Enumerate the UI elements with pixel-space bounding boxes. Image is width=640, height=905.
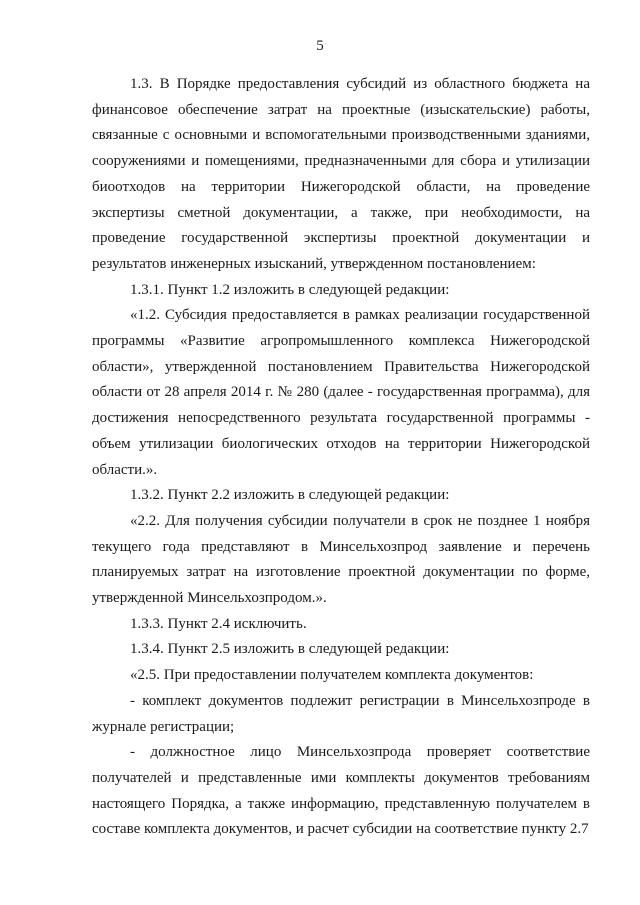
- list-item-verification: - должностное лицо Минсельхозпрода проверяет соответствие получателей и представленные ими комплекты документов требованиям настоящего Порядка, а также информацию, представленную получателем в составе комплекта документов, и расчет субсидии на соответствие пункту 2.7: [92, 744, 590, 838]
- paragraph-2-2-quote: «2.2. Для получения субсидии получатели в срок не позднее 1 ноября текущего года представляют в Минсельхозпрод заявление и перечень планируемых затрат на изготовление проектной документации по форме, утвержденной Минсельхозпродом.».: [92, 512, 590, 607]
- document-body: [92, 72, 590, 843]
- paragraph-1-3-1: 1.3.1. Пункт 1.2 изложить в следующей редакции:: [130, 281, 450, 298]
- paragraph-2-5-quote: «2.5. При предоставлении получателем комплекта документов:: [130, 667, 534, 684]
- paragraph-1-3-3: 1.3.3. Пункт 2.4 исключить.: [130, 615, 307, 632]
- paragraph-1-3-4: 1.3.4. Пункт 2.5 изложить в следующей редакции:: [130, 641, 450, 658]
- paragraph-1-3: 1.3. В Порядке предоставления субсидий из областного бюджета на финансовое обеспечение затрат на проектные (изыскательские) работы, связанные с основными и вспомогательными производственными зданиями, сооружениями и помещениями, предназначенными для сбора и утилизации биоотходов на территории Нижегородской области, на проведение экспертизы сметной документации, а также, при необходимости, на проведение государственной экспертизы проектной документации и результатов инженерных изысканий, утвержденном постановлением:: [92, 76, 590, 272]
- paragraph-1-2-quote: «1.2. Субсидия предоставляется в рамках реализации государственной программы «Развитие агропромышленного комплекса Нижегородской области», утвержденной постановлением Правительства Нижегородской области от 28 апреля 2014 г. № 280 (далее - государственная программа), для достижения непосредственного результата государственной программы - объем утилизации биологических отходов на территории Нижегородской области.».: [92, 307, 590, 478]
- page-number: 5: [316, 38, 324, 54]
- list-item-registration: - комплект документов подлежит регистрации в Минсельхозпроде в журнале регистрации;: [92, 692, 590, 735]
- paragraph-1-3-2: 1.3.2. Пункт 2.2 изложить в следующей редакции:: [130, 487, 450, 504]
